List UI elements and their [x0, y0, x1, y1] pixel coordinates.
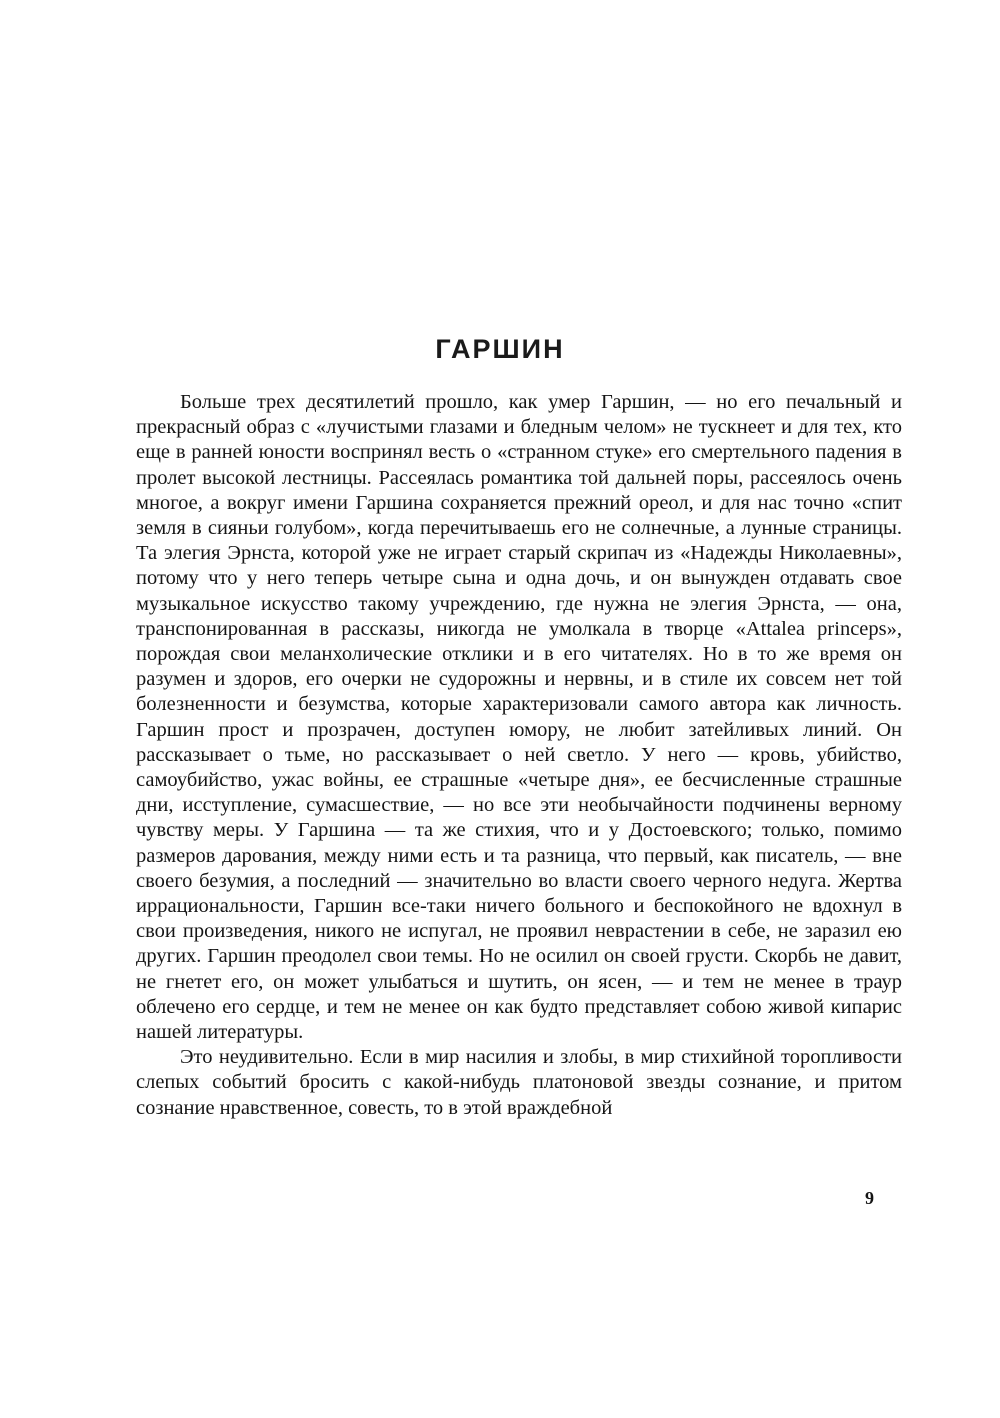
- page-number: 9: [865, 1188, 874, 1208]
- chapter-body: [136, 390, 902, 1121]
- paragraph-2: Это неудивительно. Если в мир насилия и злобы, в мир стихийной торопливости слепых событий бросить с какой-нибудь платоновой звезды сознание, и притом сознание нравственное, совесть, то в этой враждебной: [136, 1046, 902, 1119]
- paragraph-1: Больше трех десятилетий прошло, как умер Гаршин, — но его печальный и прекрасный образ с «лучистыми глазами и бледным челом» не тускнеет и для тех, кто еще в ранней юности воспринял весть о «странном стуке» его смертельного падения в пролет высокой лестницы. Рассеялась романтика той дальней поры, рассеялось очень многое, а вокруг имени Гаршина сохраняется прежний ореол, и для нас точно «спит земля в сияньи голубом», когда перечитываешь его не солнечные, а лунные страницы. Та элегия Эрнста, которой уже не играет старый скрипач из «Надежды Николаевны», потому что у него теперь четыре сына и одна дочь, и он вынужден отдавать свое музыкальное искусство такому учреждению, где нужна не элегия Эрнста, — она, транспонированная в рассказы, никогда не умолкала в творце «Attalea princeps», порождая свои меланхолические отклики и в его читателях. Но в то же время он разумен и здоров, его очерки не судорожны и нервны, и в стиле их совсем нет той болезненности и безумства, которые характеризовали самого автора как личность. Гаршин прост и прозрачен, доступен юмору, не любит затейливых линий. Он рассказывает о тьме, но рассказывает о ней светло. У него — кровь, убийство, самоубийство, ужас войны, ее страшные «четыре дня», ее бесчисленные страшные дни, исступление, сумасшествие, — но все эти необычайности подчинены верному чувству меры. У Гаршина — та же стихия, что и у Достоевского; только, помимо размеров дарования, между ними есть и та разница, что первый, как писатель, — вне своего безумия, а последний — значительно во власти своего черного недуга. Жертва иррациональности, Гаршин все-таки ничего больного и беспокойного не вдохнул в свои произведения, никого не испугал, не проявил неврастении в себе, не заразил ею других. Гаршин преодолел свои темы. Но не осилил он своей грусти. Скорбь не давит, не гнетет его, он может улыбаться и шутить, он ясен, — и тем не менее в траур облечено его сердце, и тем не менее он как будто представляет собою живой кипарис нашей литературы.: [136, 391, 902, 1044]
- chapter-title: ГАРШИН: [435, 334, 565, 364]
